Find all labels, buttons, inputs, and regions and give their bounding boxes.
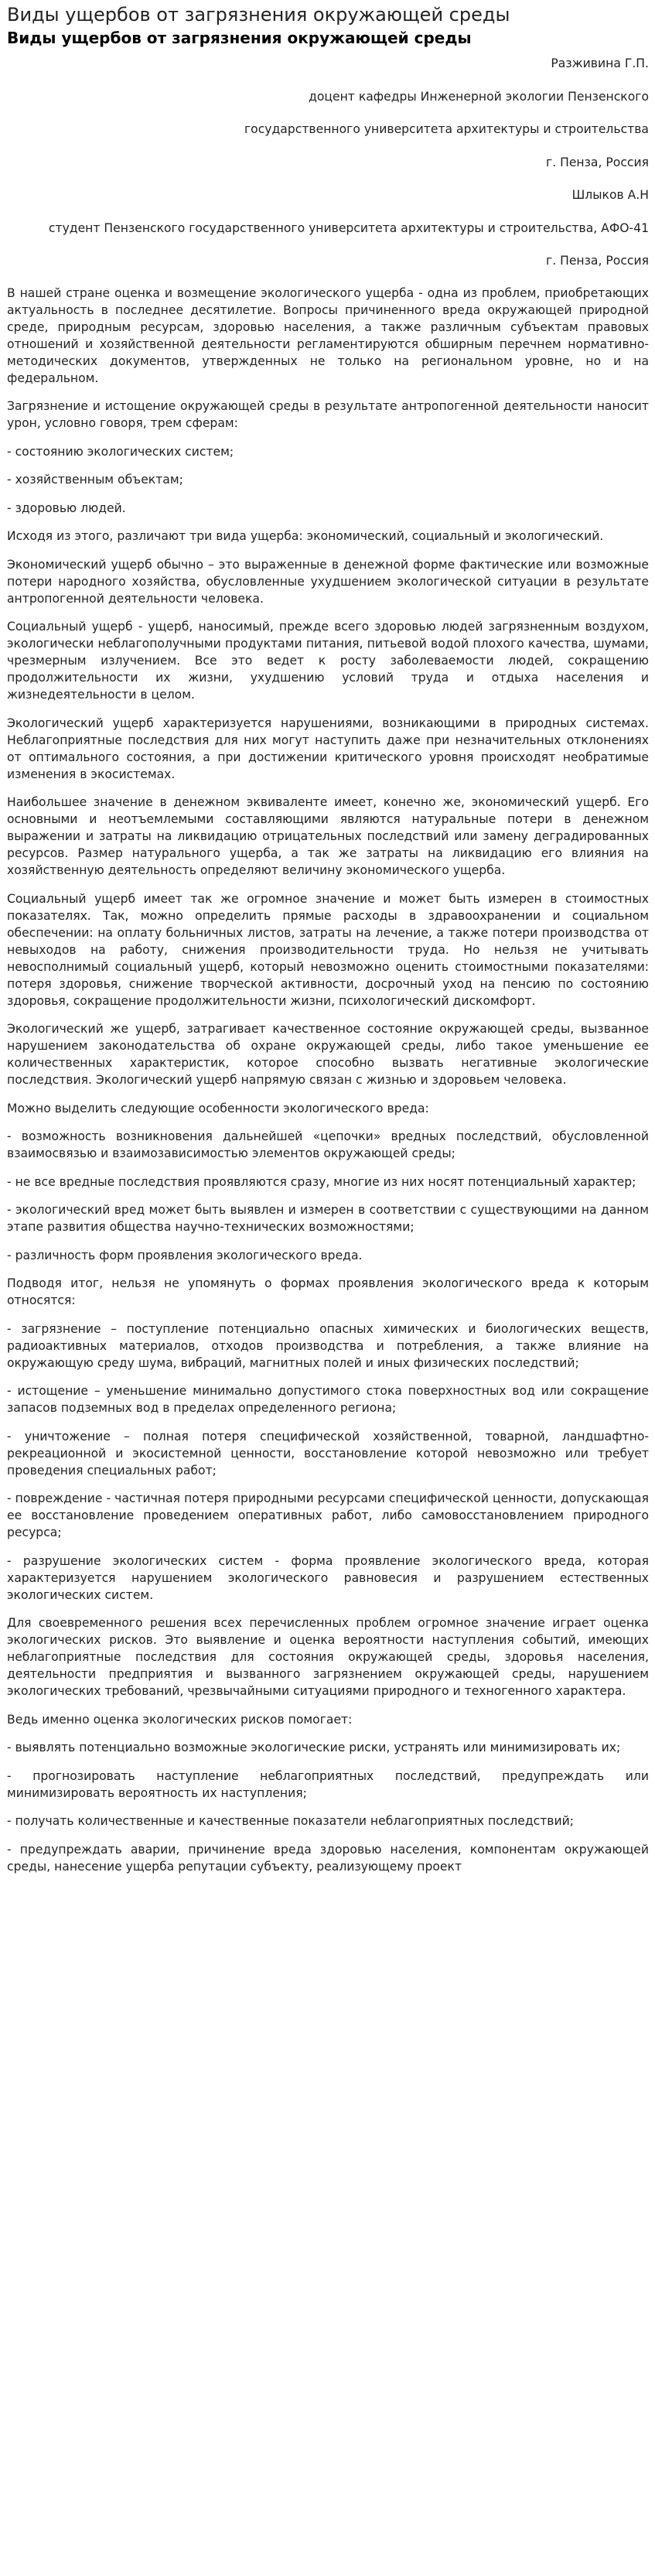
paragraph: Можно выделить следующие особенности экологического вреда:	[7, 1101, 429, 1115]
article-body	[7, 285, 649, 1875]
author-name: Разживина Г.П.	[551, 56, 649, 70]
list-item: - предупреждать аварии, причинение вреда здоровью населения, компонентам окружающей среды, нанесение ущерба репутации субъекту, реализующему проект	[7, 1842, 649, 1874]
paragraph: Наибольшее значение в денежном эквиваленте имеет, конечно же, экономический ущерб. Его основными и неотъемлемыми составляющими являются натуральные потери в денежном выражении и затраты на ликвидацию отрицательных последствий или замену деградированных ресурсов. Размер натурального ущерба, а так же затраты на ликвидацию его влияния на хозяйственную деятельность определяют величину экономического ущерба.	[7, 795, 649, 877]
coauthor-affiliation: студент Пензенского государственного университета архитектуры и строительства, АФО-41	[48, 220, 649, 235]
paragraph: Загрязнение и истощение окружающей среды в результате антропогенной деятельности наносит урон, условно говоря, трем сферам:	[7, 399, 649, 430]
paragraph: Для своевременного решения всех перечисленных проблем огромное значение играет оценка экологических рисков. Это выявление и оценка вероятности наступления событий, имеющих неблагоприятные последствия для состояния окружающей среды, здоровья населения, деятельности предприятия и вызванного загрязнением окружающей среды, нарушением экологических требований, чрезвычайными ситуациями природного и техногенного характера.	[7, 1616, 649, 1698]
paragraph: Ведь именно оценка экологических рисков помогает:	[7, 1712, 353, 1727]
paragraph: Экономический ущерб обычно – это выраженные в денежной форме фактические или возможные потери народного хозяйства, обусловленные ухудшением экологической ситуации в результате антропогенной деятельности человека.	[7, 557, 649, 606]
author-info	[7, 54, 649, 271]
list-item: - не все вредные последствия проявляются сразу, многие из них носят потенциальный характер;	[7, 1174, 636, 1189]
list-item: - истощение – уменьшение минимально допустимого стока поверхностных вод или сокращение запасов подземных вод в пределах определенного региона;	[7, 1384, 649, 1415]
paragraph: Экологический ущерб характеризуется нарушениями, возникающими в природных системах. Неблагоприятные последствия для них могут наступить даже при незначительных отклонениях от оптимального состояния, а при достижении критического уровня происходят необратимые изменения в экосистемах.	[7, 716, 649, 781]
list-item: - уничтожение – полная потеря специфической хозяйственной, товарной, ландшафтно-рекреационной и экосистемной ценности, восстановление которой невозможно или требует проведения специальных работ;	[7, 1429, 649, 1478]
author-city: г. Пенза, Россия	[546, 155, 649, 169]
list-item: - экологический вред может быть выявлен и измерен в соответствии с существующими на данном этапе развития общества научно-технических возможностями;	[7, 1203, 649, 1234]
paragraph: Подводя итог, нельзя не упомянуть о формах проявления экологического вреда к которым относятся:	[7, 1276, 649, 1307]
list-item: - получать количественные и качественные показатели неблагоприятных последствий;	[7, 1814, 575, 1828]
page-title: Виды ущербов от загрязнения окружающей среды	[7, 4, 510, 26]
list-item: - разрушение экологических систем - форма проявление экологического вреда, которая характеризуется нарушением экологического равновесия и разрушением естественных экологических систем.	[7, 1553, 649, 1602]
author-position: доцент кафедры Инженерной экологии Пензенского	[309, 89, 649, 104]
paragraph: Экологический же ущерб, затрагивает качественное состояние окружающей среды, вызванное нарушением законодательства об охране окружающей среды, либо такое уменьшение ее количественных характеристик, которое способно вызвать негативные экологические последствия. Экологический ущерб напрямую связан с жизнью и здоровьем человека.	[7, 1022, 649, 1087]
paragraph: В нашей стране оценка и возмещение экологического ущерба - одна из проблем, приобретающих актуальность в последнее десятилетие. Вопросы причиненного вреда окружающей природной среде, природным ресурсам, здоровью населения, а также различным субъектам правовых отношений и хозяйственной деятельности регламентируются обширным перечнем нормативно-методических документов, утвержденных не только на региональном уровне, но и на федеральном.	[7, 285, 649, 385]
list-item: - загрязнение – поступление потенциально опасных химических и биологических веществ, радиоактивных материалов, отходов производства и потребления, а также влияние на окружающую среду шума, вибраций, магнитных полей и иных физических последствий;	[7, 1321, 649, 1370]
list-item: - здоровью людей.	[7, 501, 126, 515]
list-item: - прогнозировать наступление неблагоприятных последствий, предупреждать или минимизировать вероятность их наступления;	[7, 1768, 649, 1800]
document-page	[0, 4, 655, 1875]
list-item: - выявлять потенциально возможные экологические риски, устранять или минимизировать их;	[7, 1741, 621, 1754]
author-affiliation: государственного университета архитектуры и строительства	[244, 122, 649, 136]
list-item: - возможность возникновения дальнейшей «цепочки» вредных последствий, обусловленной взаимосвязью и взаимозависимостью элементов окружающей среды;	[7, 1129, 649, 1160]
list-item: - повреждение - частичная потеря природными ресурсами специфической ценности, допускающая ее восстановление проведением оперативных работ, либо самовосстановлением природного ресурса;	[7, 1491, 649, 1539]
list-item: - хозяйственным объектам;	[7, 473, 183, 487]
coauthor-city: г. Пенза, Россия	[546, 254, 649, 268]
paragraph: Исходя из этого, различают три вида ущерба: экономический, социальный и экологический.	[7, 529, 604, 543]
list-item: - различность форм проявления экологического вреда.	[7, 1248, 363, 1262]
paragraph: Социальный ущерб имеет так же огромное значение и может быть измерен в стоимостных показателях. Так, можно определить прямые расходы в здравоохранении и социальном обеспечении: на оплату больничных листов, затраты на лечение, а также потери производства от невыходов на работу, снижения производительности труда. Но нельзя не учитывать невосполнимый социальный ущерб, который невозможно оценить стоимостными показателями: потеря здоровья, снижение творческой активности, досрочный уход на пенсию по состоянию здоровья, сокращение продолжительности жизни, психологический дискомфорт.	[7, 891, 649, 1008]
list-item: - состоянию экологических систем;	[7, 444, 234, 459]
article-title: Виды ущербов от загрязнения окружающей среды	[7, 29, 472, 47]
paragraph: Социальный ущерб - ущерб, наносимый, прежде всего здоровью людей загрязненным воздухом, экологически неблагополучными продуктами питания, питьевой водой плохого качества, шумами, чрезмерным излучением. Все это ведет к росту заболеваемости людей, сокращению продолжительности их жизни, ухудшению условий труда и отдыха населения и жизнедеятельности в целом.	[7, 620, 649, 702]
coauthor-name: Шлыков А.Н	[571, 188, 649, 202]
